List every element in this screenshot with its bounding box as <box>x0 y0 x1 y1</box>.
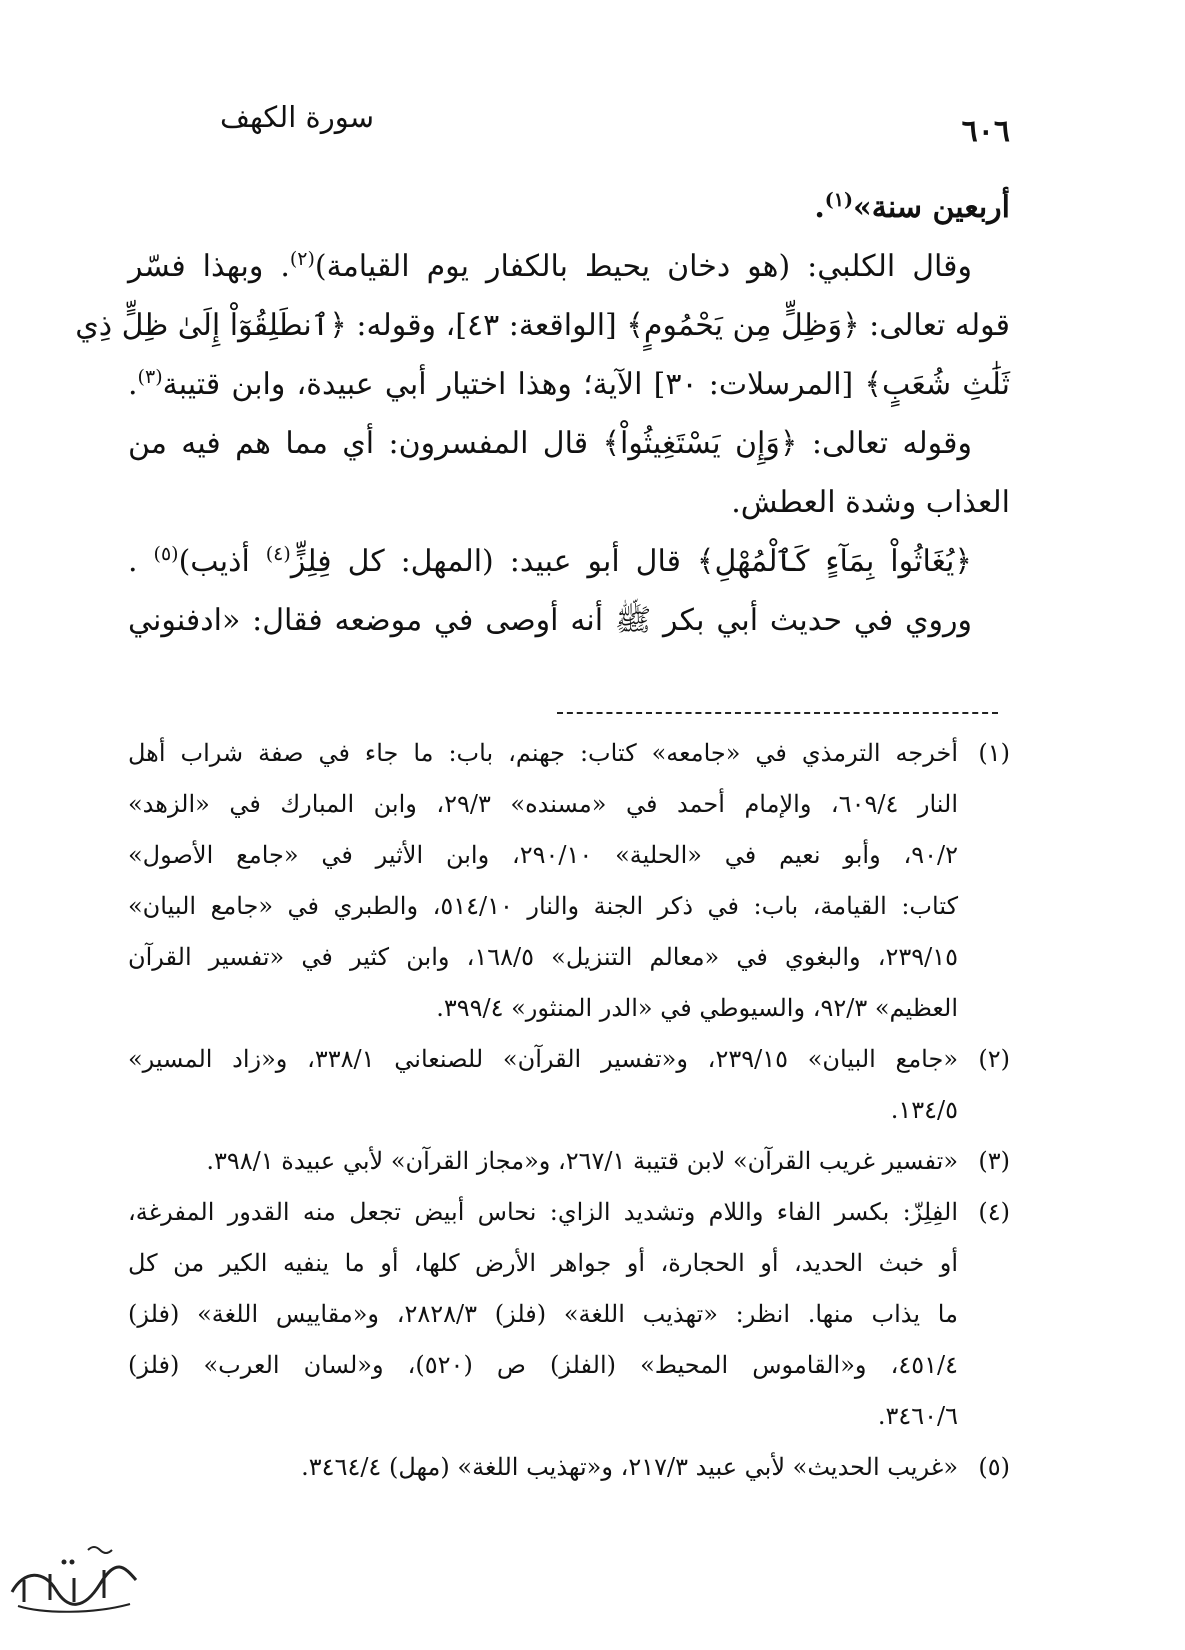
footnote-line: ٢٣٩/١٥، والبغوي في «معالم التنزيل» ١٦٨/٥، وابن كثير في «تفسير القرآن <box>128 943 959 971</box>
watermark-logo <box>4 1540 144 1620</box>
text-line: وقال الكلبي: (هو دخان يحيط بالكفار يوم القيامة)$^{(٢)}$. وبهذا فسّر <box>128 248 972 284</box>
footnote-line: ٤٥١/٤، و«القاموس المحيط» (الفلز) ص (٥٢٠)، و«لسان العرب» (فلز) <box>128 1351 958 1379</box>
footnote <box>128 1034 1010 1136</box>
footnote <box>128 1136 1010 1187</box>
footnote-separator <box>557 712 998 714</box>
footnote-line: «جامع البيان» ٢٣٩/١٥، و«تفسير القرآن» للصنعاني ٣٣٨/١، و«زاد المسير» <box>128 1045 958 1073</box>
footnote-ref: (١) <box>824 189 853 211</box>
footnote-line: ٩٠/٢، وأبو نعيم في «الحلية» ٢٩٠/١٠، وابن الأثير في «جامع الأصول» <box>128 841 958 869</box>
footnote-line: «غريب الحديث» لأبي عبيد ٢١٧/٣، و«تهذيب اللغة» (مهل) ٣٤٦٤/٤. <box>301 1453 958 1481</box>
page-number: ٦٠٦ <box>961 114 1010 149</box>
footnotes <box>128 728 1010 1493</box>
footnote-ref: (٢) <box>289 248 315 270</box>
footnote-number: (١) <box>978 739 1010 767</box>
surah-name: سورة الكهف <box>220 100 374 134</box>
footnote-line: أخرجه الترمذي في «جامعه» كتاب: جهنم، باب: ما جاء في صفة شراب أهل <box>128 739 958 767</box>
footnote-line: ١٣٤/٥. <box>890 1096 958 1124</box>
footnote-number: (٣) <box>978 1147 1010 1175</box>
footnote <box>128 1442 1010 1493</box>
footnote-line: الفِلِزّ: بكسر الفاء واللام وتشديد الزاي: نحاس أبيض تجعل منه القدور المفرغة، <box>128 1198 958 1226</box>
footnote <box>128 1187 1010 1442</box>
footnote-line: ٣٤٦٠/٦. <box>877 1402 958 1430</box>
text-line: العذاب وشدة العطش. <box>731 485 1010 520</box>
footnote-ref: (٥) <box>153 543 179 565</box>
footnote-ref: (٤) <box>265 543 291 565</box>
footnote <box>128 728 1010 1034</box>
footnote-line: كتاب: القيامة، باب: في ذكر الجنة والنار ٥١٤/١٠، والطبري في «جامع البيان» <box>128 892 958 920</box>
text-line: ﴿يُغَاثُواْ بِمَآءٍ كَٱلْمُهْلِ﴾ قال أبو عبيد: (المهل: كل فِلِزٍّ$^{(٤)}$ أذيب)$^{(٥)}$ . <box>128 543 972 579</box>
footnote-number: (٥) <box>978 1453 1010 1481</box>
main-text <box>75 178 1010 650</box>
footnote-line: العظيم» ٩٢/٣، والسيوطي في «الدر المنثور» ٣٩٩/٤. <box>436 994 958 1022</box>
footnote-line: «تفسير غريب القرآن» لابن قتيبة ٢٦٧/١، و«مجاز القرآن» لأبي عبيدة ٣٩٨/١. <box>206 1147 958 1175</box>
footnote-line: أو خبث الحديد، أو الحجارة، أو جواهر الأرض كلها، أو ما ينفيه الكير من كل <box>128 1249 958 1277</box>
footnote-number: (٢) <box>978 1045 1010 1073</box>
text-line: أربعين سنة»$^{(١)}$. <box>814 189 1010 225</box>
page-header <box>180 100 1010 160</box>
text-line: قوله تعالى: ﴿وَظِلٍّ مِن يَحْمُومٍ﴾ [الواقعة: ٤٣]، وقوله: ﴿ٱنطَلِقُوٓاْ إِلَىٰ ظِلٍّ ذِي <box>75 308 1010 343</box>
footnote-line: النار ٦٠٩/٤، والإمام أحمد في «مسنده» ٢٩/٣، وابن المبارك في «الزهد» <box>128 790 958 818</box>
footnote-ref: (٣) <box>137 366 163 388</box>
text-line: وقوله تعالى: ﴿وَإِن يَسْتَغِيثُواْ﴾ قال المفسرون: أي مما هم فيه من <box>128 426 972 461</box>
footnote-number: (٤) <box>978 1198 1010 1226</box>
text-line: ثَلَٰثِ شُعَبٍ﴾ [المرسلات: ٣٠] الآية؛ وهذا اختيار أبي عبيدة، وابن قتيبة$^{(٣)}$. <box>128 366 1010 402</box>
footnote-line: ما يذاب منها. انظر: «تهذيب اللغة» (فلز) ٢٨٢٨/٣، و«مقاييس اللغة» (فلز) <box>128 1300 958 1328</box>
text-line: وروي في حديث أبي بكر ﷺ أنه أوصى في موضعه فقال: «ادفنوني <box>128 603 972 638</box>
